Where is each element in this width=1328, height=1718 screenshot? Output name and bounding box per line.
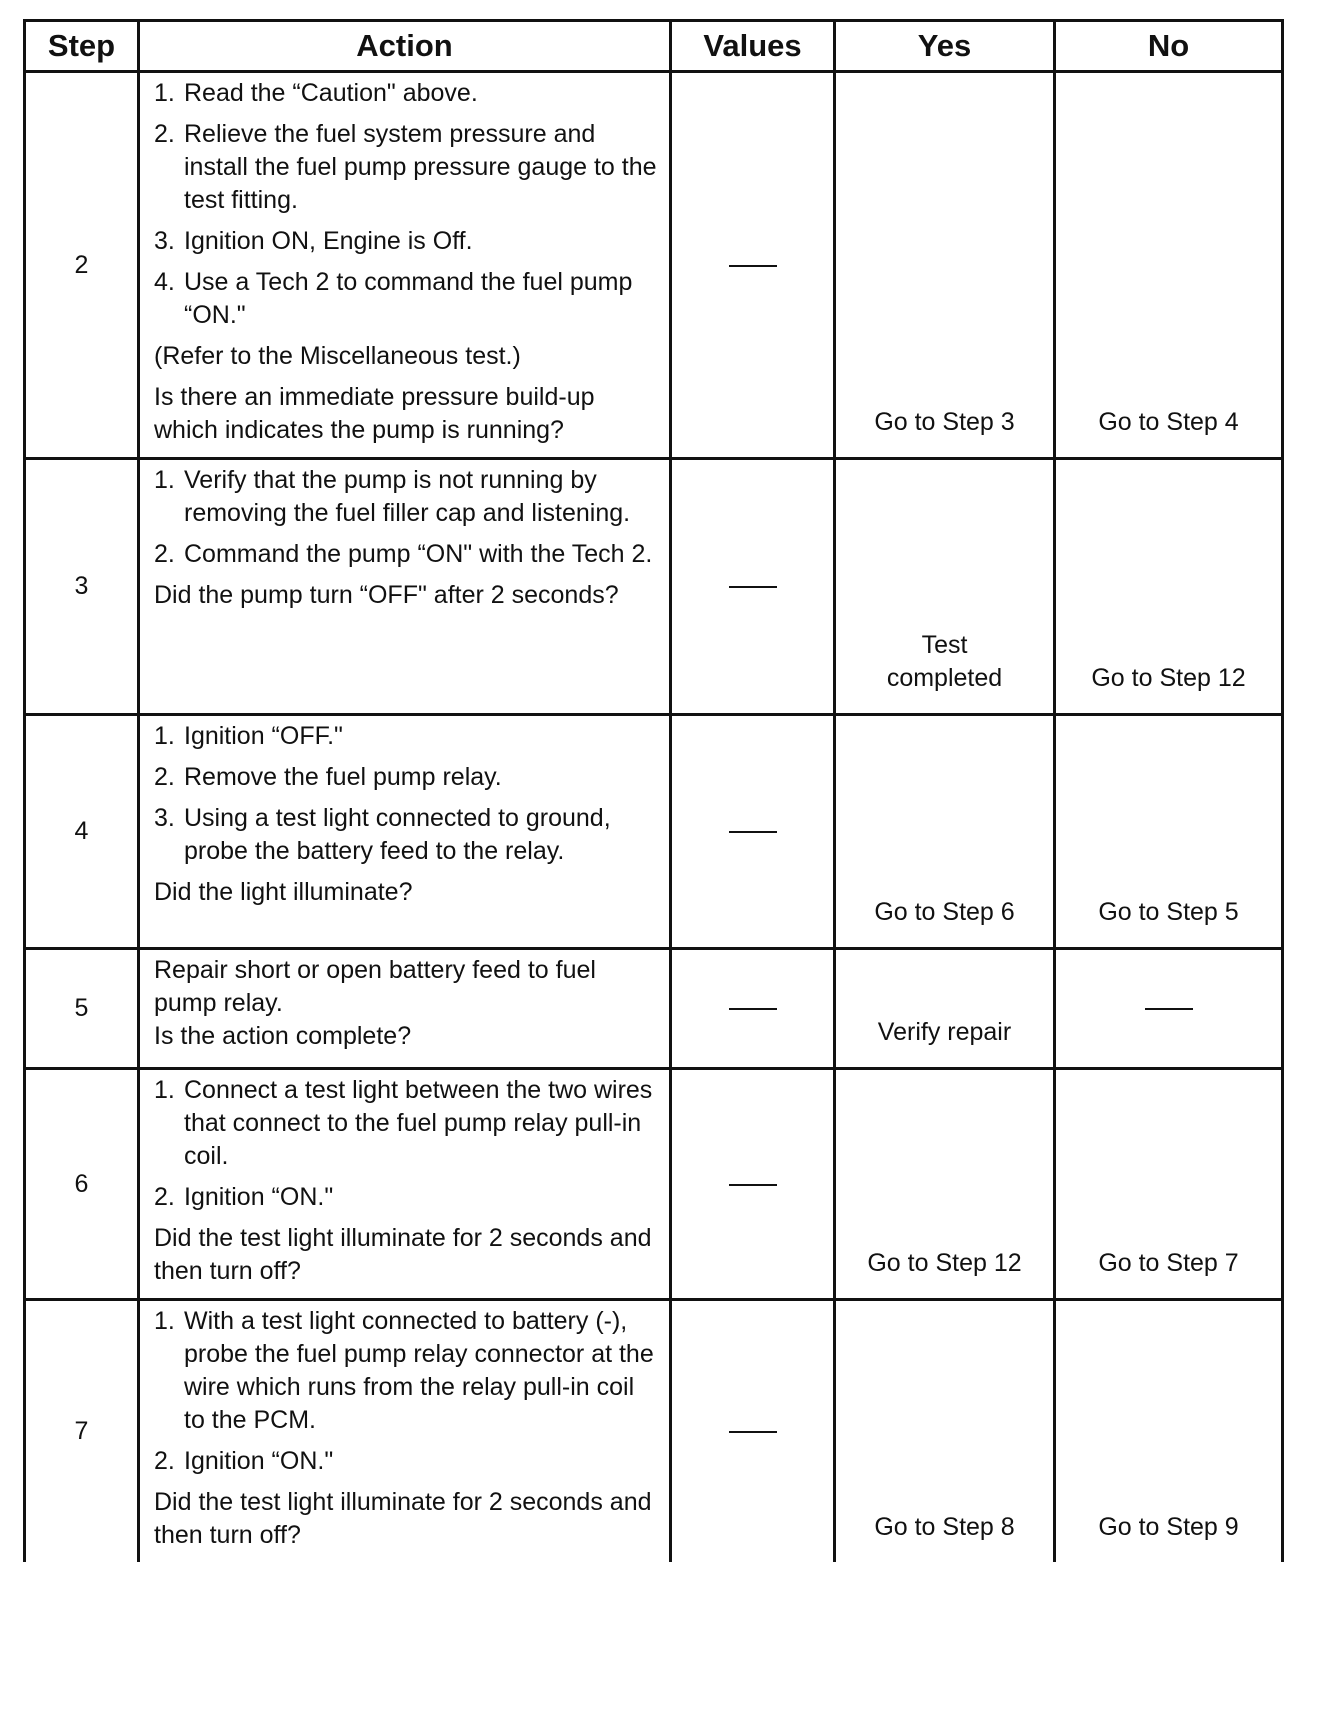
action-question: Did the pump turn “OFF" after 2 seconds?: [154, 581, 619, 609]
action-question: Did the test light illuminate for 2 seconds and then turn off?: [154, 1488, 652, 1549]
action-item: 1. With a test light connected to battery (-), probe the fuel pump relay connector at the wire which runs from the relay pull-in coil to the PCM.: [154, 1307, 654, 1434]
action-item: 3. Ignition ON, Engine is Off.: [154, 227, 473, 255]
dash-mark: [729, 1184, 777, 1186]
yes-result: Go to Step 3: [835, 72, 1055, 459]
header-step: Step: [25, 21, 139, 72]
dash-mark: [729, 831, 777, 833]
table-row: [25, 72, 1283, 459]
yes-result: [835, 459, 1055, 715]
yes-result: Go to Step 8: [835, 1300, 1055, 1563]
header-row: [25, 21, 1283, 72]
no-result: Go to Step 5: [1055, 715, 1283, 949]
action-item: 1. Verify that the pump is not running by removing the fuel filler cap and listening.: [154, 466, 631, 527]
yes-result-line: completed: [886, 664, 1003, 692]
values-cell: [671, 459, 835, 715]
values-cell: [671, 72, 835, 459]
table-row: [25, 715, 1283, 949]
action-question: Is the action complete?: [154, 1022, 412, 1050]
action-item: 4. Use a Tech 2 to command the fuel pump “ON.": [154, 268, 633, 329]
dash-mark: [729, 586, 777, 588]
values-cell: [671, 949, 835, 1069]
no-result: Go to Step 12: [1055, 459, 1283, 715]
action-item: 2. Ignition “ON.": [154, 1183, 334, 1211]
header-yes: Yes: [835, 21, 1055, 72]
action-item: 3. Using a test light connected to ground, probe the battery feed to the relay.: [154, 804, 611, 865]
action-item: 2. Command the pump “ON" with the Tech 2.: [154, 540, 653, 568]
action-item: 1. Read the “Caution" above.: [154, 79, 478, 107]
yes-result-line: Test: [921, 631, 968, 659]
diagnostic-table: [23, 19, 1284, 1562]
values-cell: [671, 1300, 835, 1563]
no-result: Go to Step 4: [1055, 72, 1283, 459]
header-action: Action: [139, 21, 671, 72]
table-row: [25, 949, 1283, 1069]
step-number: 7: [25, 1300, 139, 1563]
action-question: Did the light illuminate?: [154, 878, 413, 906]
dash-mark: [1145, 1008, 1193, 1010]
dash-mark: [729, 1008, 777, 1010]
values-cell: [671, 1069, 835, 1300]
no-result: Go to Step 7: [1055, 1069, 1283, 1300]
action-cell: [139, 72, 671, 459]
values-cell: [671, 715, 835, 949]
action-item: 2. Relieve the fuel system pressure and install the fuel pump pressure gauge to the test fitting.: [154, 120, 657, 214]
action-item: 2. Ignition “ON.": [154, 1447, 334, 1475]
step-number: 3: [25, 459, 139, 715]
action-question: Did the test light illuminate for 2 seconds and then turn off?: [154, 1224, 652, 1285]
yes-result: Go to Step 12: [835, 1069, 1055, 1300]
step-number: 2: [25, 72, 139, 459]
no-result: [1055, 949, 1283, 1069]
action-item: 1. Connect a test light between the two wires that connect to the fuel pump relay pull-in coil.: [154, 1076, 653, 1170]
no-result: Go to Step 9: [1055, 1300, 1283, 1563]
action-item: 1. Ignition “OFF.": [154, 722, 343, 750]
table-row: [25, 459, 1283, 715]
yes-result: Verify repair: [835, 949, 1055, 1069]
action-question: Is there an immediate pressure build-up which indicates the pump is running?: [154, 383, 595, 444]
action-cell: [139, 1300, 671, 1563]
dash-mark: [729, 1431, 777, 1433]
action-text: Repair short or open battery feed to fuel pump relay.: [154, 956, 596, 1017]
header-no: No: [1055, 21, 1283, 72]
step-number: 4: [25, 715, 139, 949]
yes-result: Go to Step 6: [835, 715, 1055, 949]
action-cell: [139, 715, 671, 949]
action-note: (Refer to the Miscellaneous test.): [154, 342, 521, 370]
action-cell: [139, 949, 671, 1069]
step-number: 6: [25, 1069, 139, 1300]
step-number: 5: [25, 949, 139, 1069]
action-item: 2. Remove the fuel pump relay.: [154, 763, 502, 791]
header-values: Values: [671, 21, 835, 72]
action-cell: [139, 1069, 671, 1300]
table-row: [25, 1069, 1283, 1300]
action-cell: [139, 459, 671, 715]
dash-mark: [729, 265, 777, 267]
table-row: [25, 1300, 1283, 1563]
